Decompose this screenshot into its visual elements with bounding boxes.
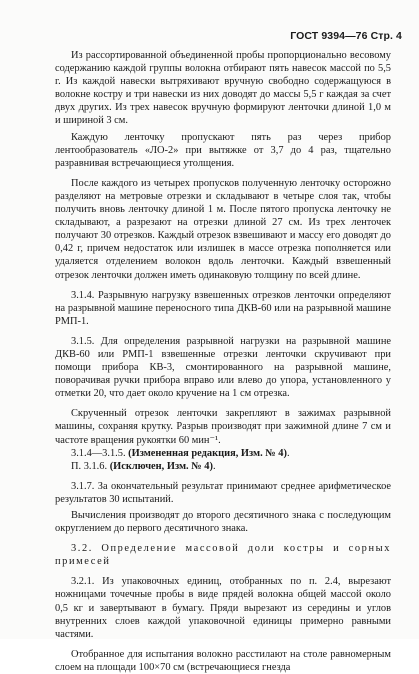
paragraph-lo2: Каждую ленточку пропускают пять раз через прибор лентообразователь «ЛО-2» при вытяжке от 3,7 до 4 раз, тщательно разравнивая встречающиеся утолщения. [55, 131, 391, 169]
paragraph-twisted: Скрученный отрезок ленточки закрепляют в зажимах разрывной машины, сохраняя крутку. Разрыв производят при зажимной длине 7 см и частоте вращения рукоятки 60 мин⁻¹. [55, 408, 391, 446]
amendment-line-2 [55, 460, 391, 473]
amendment-1-suffix: . [286, 447, 290, 459]
amendment-2-prefix: П. 3.1.6. [71, 460, 110, 472]
paragraph-spreading: Отобранное для испытания волокно расстилают на столе равномерным слоем на площади 100×70 см (встречающиеся гнезда [55, 648, 391, 673]
amendment-1-bold: (Измененная редакция, Изм. № 4) [128, 447, 287, 459]
paragraph-folding: После каждого из четырех пропусков полученную ленточку осторожно разделяют на метровые отрезки и складывают в четыре слоя так, чтобы получить вновь ленточку длиной 1 м. После пятого пропуска ленточку не складывают, а разрезают на отрезки длиной 27 см. Из трех ленточек получают 30 отрезков. Каждый отрезок взвешивают и массу его доводят до 0,42 г, причем недостаток или излишек в массе отрезка пополняется или удаляется отделением волокон вдоль ленточки. Каждый взвешенный отрезок ленточки должен иметь одинаковую толщину по всей длине. [55, 177, 391, 281]
document-body [55, 49, 391, 674]
amendment-1-prefix: 3.1.4—3.1.5. [71, 447, 129, 459]
paragraph-3-1-4: 3.1.4. Разрывную нагрузку взвешенных отрезков ленточки определяют на разрывной машине переносного типа ДКВ-60 или на разрывной машине РМП-1. [55, 289, 391, 327]
amendment-2-bold: (Исключен, Изм. № 4) [109, 460, 213, 472]
paragraph-3-1-5: 3.1.5. Для определения разрывной нагрузки на разрывной машине ДКВ-60 или РМП-1 взвешенные отрезки ленточки скручивают при помощи прибора КВ-3, смонтированного на разрывной машине, поворачивая ручки прибора вправо или влево до упора, установленного у отметки 20, что дает около кручение на 1 см отрезка. [55, 335, 391, 400]
section-heading-3-2: 3.2. Определение массовой доли костры и сорных примесей [55, 543, 391, 568]
paragraph-sampling: Из рассортированной объединенной пробы пропорционально весовому содержанию каждой группы волокна отбирают пять навесок массой по 5,5 г. Из каждой навески вытряхивают вручную свободно содержащуюся в волокне костру и три навески из них доводят до массы 5,5 г каждая за счет двух других. Из трех навесок вручную формируют ленточки длиной 1,0 м и шириной 3 см. [55, 50, 391, 127]
amendment-2-suffix: . [212, 460, 216, 472]
paragraph-calculation: Вычисления производят до второго десятичного знака с последующим округлением до первого десятичного знака. [55, 510, 391, 535]
paragraph-3-2-1: 3.2.1. Из упаковочных единиц, отобранных по п. 2.4, вырезают ножницами точечные пробы в виде прядей волокна общей массой около 0,5 кг и завертывают в бумагу. Пряди вырезают из середины и углов внутренних слоев каждой упаковочной единицы примерно равными частями. [55, 576, 391, 640]
page-header: ГОСТ 9394—76 Стр. 4 [290, 30, 402, 42]
paragraph-3-1-7: 3.1.7. За окончательный результат принимают среднее арифметическое результатов 30 испытаний. [55, 480, 391, 505]
amendment-line-1 [55, 447, 391, 460]
